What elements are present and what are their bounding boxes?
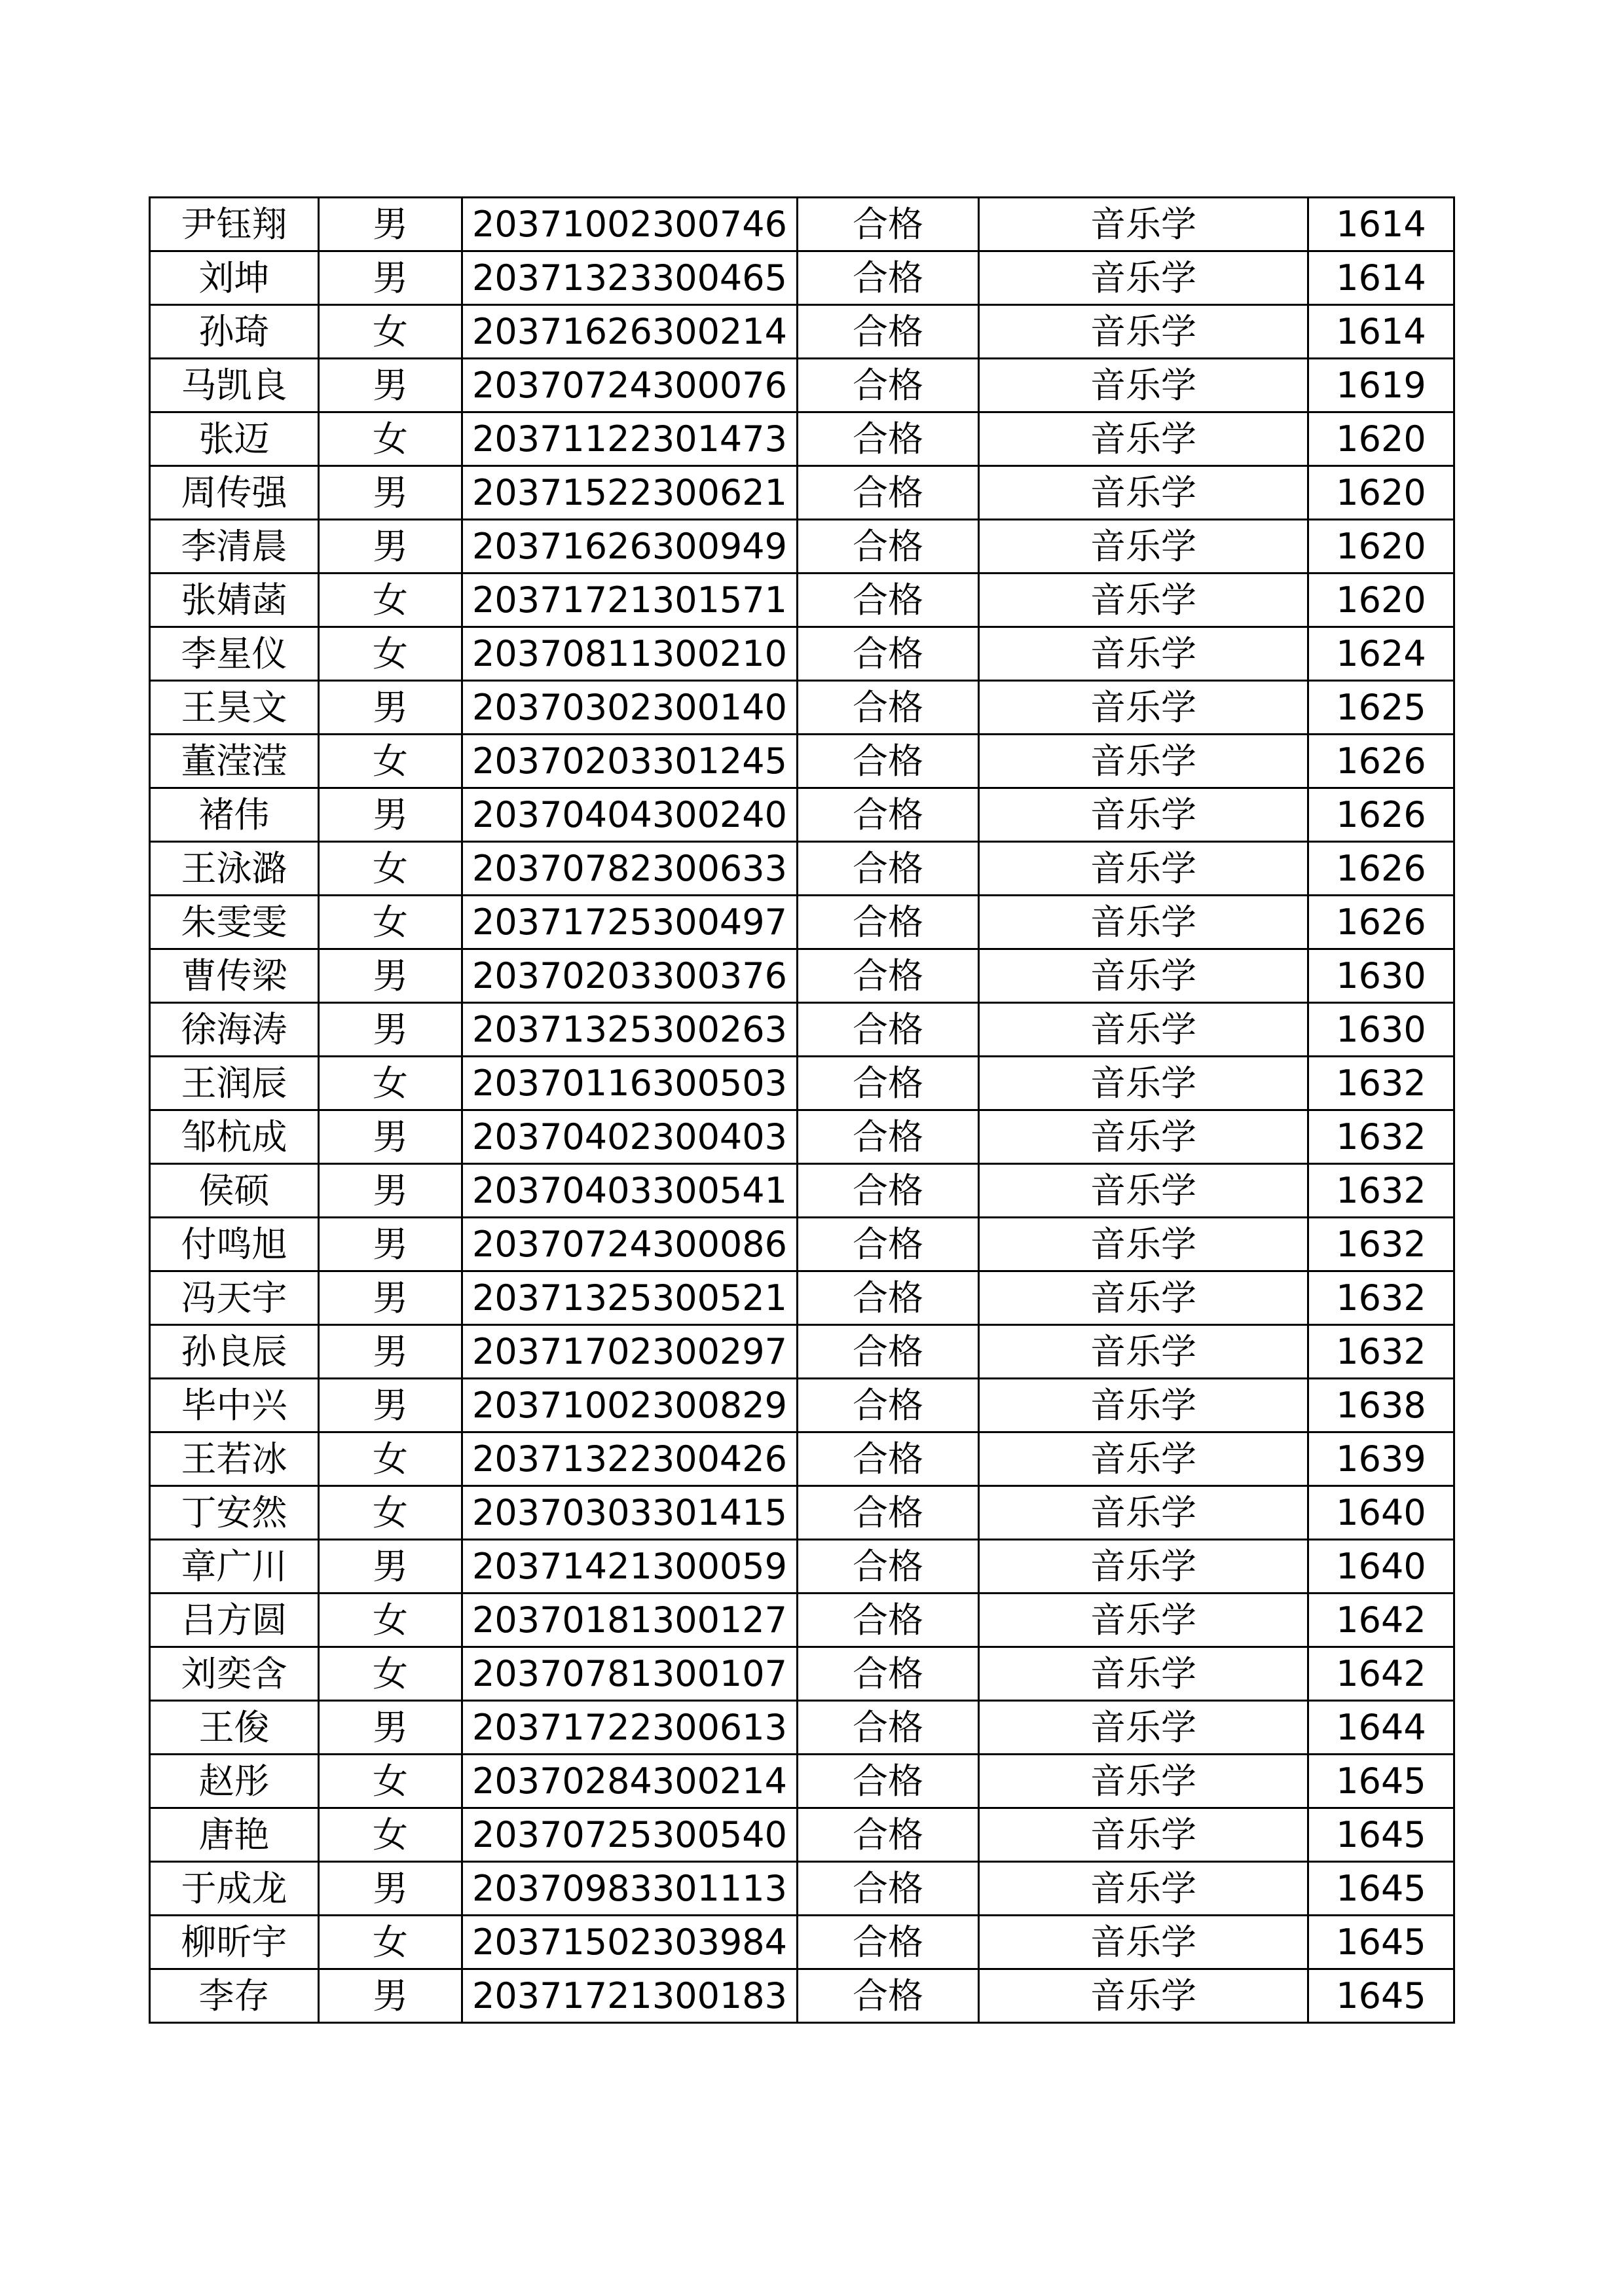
major-cell: 音乐学 [979, 1218, 1308, 1271]
exam-id-cell: 20370403300541 [462, 1164, 798, 1218]
exam-id-cell: 20371323300465 [462, 251, 798, 305]
table-row [150, 1701, 1454, 1755]
table-row [150, 359, 1454, 412]
gender-cell: 女 [319, 1486, 462, 1540]
student-name-cell: 尹钰翔 [150, 198, 319, 251]
student-name-cell: 冯天宇 [150, 1271, 319, 1325]
student-name-cell: 章广川 [150, 1540, 319, 1594]
rank-cell: 1638 [1308, 1379, 1454, 1432]
rank-cell: 1642 [1308, 1594, 1454, 1647]
major-cell: 音乐学 [979, 1594, 1308, 1647]
rank-cell: 1630 [1308, 949, 1454, 1003]
student-name-cell: 朱雯雯 [150, 896, 319, 949]
rank-cell: 1626 [1308, 842, 1454, 896]
major-cell: 音乐学 [979, 681, 1308, 735]
rank-cell: 1620 [1308, 574, 1454, 627]
rank-cell: 1619 [1308, 359, 1454, 412]
rank-cell: 1645 [1308, 1969, 1454, 2023]
exam-id-cell: 20370724300086 [462, 1218, 798, 1271]
result-cell: 合格 [798, 1486, 979, 1540]
major-cell: 音乐学 [979, 359, 1308, 412]
student-name-cell: 徐海涛 [150, 1003, 319, 1057]
rank-cell: 1614 [1308, 305, 1454, 359]
major-cell: 音乐学 [979, 1379, 1308, 1432]
exam-id-cell: 20371325300263 [462, 1003, 798, 1057]
rank-cell: 1632 [1308, 1218, 1454, 1271]
table-row [150, 1594, 1454, 1647]
table-row [150, 305, 1454, 359]
student-name-cell: 孙琦 [150, 305, 319, 359]
major-cell: 音乐学 [979, 198, 1308, 251]
gender-cell: 女 [319, 1057, 462, 1110]
gender-cell: 男 [319, 466, 462, 520]
table-row [150, 1110, 1454, 1164]
table-row [150, 251, 1454, 305]
major-cell: 音乐学 [979, 1325, 1308, 1379]
result-cell: 合格 [798, 1701, 979, 1755]
result-cell: 合格 [798, 1808, 979, 1862]
gender-cell: 女 [319, 305, 462, 359]
table-row [150, 1540, 1454, 1594]
result-cell: 合格 [798, 842, 979, 896]
exam-id-cell: 20370203300376 [462, 949, 798, 1003]
exam-id-cell: 20371721300183 [462, 1969, 798, 2023]
student-name-cell: 周传强 [150, 466, 319, 520]
gender-cell: 男 [319, 681, 462, 735]
result-cell: 合格 [798, 1003, 979, 1057]
rank-cell: 1614 [1308, 251, 1454, 305]
table-row [150, 1271, 1454, 1325]
gender-cell: 女 [319, 1647, 462, 1701]
table-row [150, 949, 1454, 1003]
table-row [150, 574, 1454, 627]
table-row [150, 627, 1454, 681]
student-name-cell: 曹传梁 [150, 949, 319, 1003]
rank-cell: 1640 [1308, 1540, 1454, 1594]
result-cell: 合格 [798, 1110, 979, 1164]
major-cell: 音乐学 [979, 1755, 1308, 1808]
result-cell: 合格 [798, 1969, 979, 2023]
table-row [150, 1862, 1454, 1916]
exam-id-cell: 20370782300633 [462, 842, 798, 896]
rank-cell: 1645 [1308, 1862, 1454, 1916]
exam-id-cell: 20371322300426 [462, 1432, 798, 1486]
student-name-cell: 柳昕宇 [150, 1916, 319, 1969]
major-cell: 音乐学 [979, 574, 1308, 627]
table-row [150, 1916, 1454, 1969]
gender-cell: 男 [319, 1164, 462, 1218]
gender-cell: 男 [319, 1325, 462, 1379]
major-cell: 音乐学 [979, 735, 1308, 788]
student-name-cell: 丁安然 [150, 1486, 319, 1540]
gender-cell: 女 [319, 735, 462, 788]
exam-id-cell: 20371702300297 [462, 1325, 798, 1379]
table-row [150, 735, 1454, 788]
student-name-cell: 孙良辰 [150, 1325, 319, 1379]
rank-cell: 1626 [1308, 896, 1454, 949]
result-cell: 合格 [798, 896, 979, 949]
gender-cell: 女 [319, 627, 462, 681]
major-cell: 音乐学 [979, 1808, 1308, 1862]
rank-cell: 1614 [1308, 198, 1454, 251]
major-cell: 音乐学 [979, 520, 1308, 574]
student-name-cell: 王昊文 [150, 681, 319, 735]
exam-id-cell: 20370811300210 [462, 627, 798, 681]
table-row [150, 1164, 1454, 1218]
result-cell: 合格 [798, 1594, 979, 1647]
student-name-cell: 赵彤 [150, 1755, 319, 1808]
result-cell: 合格 [798, 1432, 979, 1486]
student-name-cell: 王泳潞 [150, 842, 319, 896]
rank-cell: 1644 [1308, 1701, 1454, 1755]
result-cell: 合格 [798, 1379, 979, 1432]
table-body [150, 198, 1454, 2023]
exam-id-cell: 20370303301415 [462, 1486, 798, 1540]
gender-cell: 男 [319, 1110, 462, 1164]
exam-id-cell: 20371721301571 [462, 574, 798, 627]
exam-id-cell: 20370284300214 [462, 1755, 798, 1808]
major-cell: 音乐学 [979, 1271, 1308, 1325]
result-cell: 合格 [798, 520, 979, 574]
exam-id-cell: 20371325300521 [462, 1271, 798, 1325]
rank-cell: 1639 [1308, 1432, 1454, 1486]
table-row [150, 412, 1454, 466]
student-name-cell: 于成龙 [150, 1862, 319, 1916]
exam-id-cell: 20370402300403 [462, 1110, 798, 1164]
gender-cell: 女 [319, 896, 462, 949]
result-cell: 合格 [798, 305, 979, 359]
result-cell: 合格 [798, 198, 979, 251]
result-cell: 合格 [798, 359, 979, 412]
gender-cell: 男 [319, 198, 462, 251]
gender-cell: 男 [319, 1003, 462, 1057]
gender-cell: 男 [319, 1540, 462, 1594]
table-row [150, 1379, 1454, 1432]
result-cell: 合格 [798, 1916, 979, 1969]
major-cell: 音乐学 [979, 627, 1308, 681]
major-cell: 音乐学 [979, 1969, 1308, 2023]
student-name-cell: 刘奕含 [150, 1647, 319, 1701]
result-cell: 合格 [798, 412, 979, 466]
major-cell: 音乐学 [979, 1486, 1308, 1540]
table-row [150, 1486, 1454, 1540]
rank-cell: 1620 [1308, 520, 1454, 574]
table-row [150, 466, 1454, 520]
rank-cell: 1632 [1308, 1271, 1454, 1325]
rank-cell: 1632 [1308, 1164, 1454, 1218]
major-cell: 音乐学 [979, 949, 1308, 1003]
rank-cell: 1624 [1308, 627, 1454, 681]
student-name-cell: 吕方圆 [150, 1594, 319, 1647]
exam-id-cell: 20371421300059 [462, 1540, 798, 1594]
result-cell: 合格 [798, 1862, 979, 1916]
gender-cell: 女 [319, 1808, 462, 1862]
gender-cell: 女 [319, 412, 462, 466]
gender-cell: 男 [319, 251, 462, 305]
exam-id-cell: 20370983301113 [462, 1862, 798, 1916]
results-table [149, 196, 1455, 2024]
major-cell: 音乐学 [979, 1003, 1308, 1057]
table-row [150, 788, 1454, 842]
student-name-cell: 李存 [150, 1969, 319, 2023]
rank-cell: 1632 [1308, 1110, 1454, 1164]
exam-id-cell: 20371626300949 [462, 520, 798, 574]
table-row [150, 842, 1454, 896]
student-name-cell: 马凯良 [150, 359, 319, 412]
table-row [150, 520, 1454, 574]
gender-cell: 女 [319, 1432, 462, 1486]
result-cell: 合格 [798, 251, 979, 305]
student-name-cell: 邹杭成 [150, 1110, 319, 1164]
student-name-cell: 刘坤 [150, 251, 319, 305]
exam-id-cell: 20370781300107 [462, 1647, 798, 1701]
result-cell: 合格 [798, 788, 979, 842]
rank-cell: 1642 [1308, 1647, 1454, 1701]
major-cell: 音乐学 [979, 1862, 1308, 1916]
exam-id-cell: 20371122301473 [462, 412, 798, 466]
major-cell: 音乐学 [979, 1057, 1308, 1110]
major-cell: 音乐学 [979, 1916, 1308, 1969]
table-row [150, 1432, 1454, 1486]
result-cell: 合格 [798, 735, 979, 788]
exam-id-cell: 20371626300214 [462, 305, 798, 359]
student-name-cell: 张迈 [150, 412, 319, 466]
gender-cell: 男 [319, 1271, 462, 1325]
gender-cell: 女 [319, 574, 462, 627]
major-cell: 音乐学 [979, 466, 1308, 520]
table-row [150, 681, 1454, 735]
student-name-cell: 褚伟 [150, 788, 319, 842]
gender-cell: 男 [319, 359, 462, 412]
gender-cell: 男 [319, 1379, 462, 1432]
student-name-cell: 毕中兴 [150, 1379, 319, 1432]
result-cell: 合格 [798, 627, 979, 681]
result-cell: 合格 [798, 1540, 979, 1594]
major-cell: 音乐学 [979, 1110, 1308, 1164]
table-row [150, 198, 1454, 251]
rank-cell: 1620 [1308, 412, 1454, 466]
gender-cell: 男 [319, 1969, 462, 2023]
major-cell: 音乐学 [979, 842, 1308, 896]
table-row [150, 1755, 1454, 1808]
rank-cell: 1626 [1308, 788, 1454, 842]
major-cell: 音乐学 [979, 1164, 1308, 1218]
rank-cell: 1640 [1308, 1486, 1454, 1540]
exam-id-cell: 20371502303984 [462, 1916, 798, 1969]
student-name-cell: 董滢滢 [150, 735, 319, 788]
student-name-cell: 付鸣旭 [150, 1218, 319, 1271]
exam-id-cell: 20370725300540 [462, 1808, 798, 1862]
table-row [150, 1218, 1454, 1271]
major-cell: 音乐学 [979, 788, 1308, 842]
table-row [150, 1647, 1454, 1701]
table-row [150, 1057, 1454, 1110]
table-row [150, 1969, 1454, 2023]
result-cell: 合格 [798, 1057, 979, 1110]
result-cell: 合格 [798, 1325, 979, 1379]
result-cell: 合格 [798, 681, 979, 735]
gender-cell: 男 [319, 1862, 462, 1916]
gender-cell: 女 [319, 1916, 462, 1969]
gender-cell: 女 [319, 1594, 462, 1647]
rank-cell: 1632 [1308, 1325, 1454, 1379]
major-cell: 音乐学 [979, 412, 1308, 466]
result-cell: 合格 [798, 1647, 979, 1701]
exam-id-cell: 20370181300127 [462, 1594, 798, 1647]
exam-id-cell: 20370116300503 [462, 1057, 798, 1110]
result-cell: 合格 [798, 1218, 979, 1271]
exam-id-cell: 20370724300076 [462, 359, 798, 412]
exam-id-cell: 20371002300746 [462, 198, 798, 251]
rank-cell: 1620 [1308, 466, 1454, 520]
major-cell: 音乐学 [979, 1647, 1308, 1701]
result-cell: 合格 [798, 1755, 979, 1808]
student-name-cell: 王若冰 [150, 1432, 319, 1486]
result-cell: 合格 [798, 574, 979, 627]
rank-cell: 1625 [1308, 681, 1454, 735]
result-cell: 合格 [798, 949, 979, 1003]
student-name-cell: 王润辰 [150, 1057, 319, 1110]
major-cell: 音乐学 [979, 1701, 1308, 1755]
rank-cell: 1632 [1308, 1057, 1454, 1110]
gender-cell: 女 [319, 842, 462, 896]
gender-cell: 男 [319, 1701, 462, 1755]
result-cell: 合格 [798, 1271, 979, 1325]
gender-cell: 男 [319, 1218, 462, 1271]
gender-cell: 男 [319, 949, 462, 1003]
exam-id-cell: 20371722300613 [462, 1701, 798, 1755]
student-name-cell: 李清晨 [150, 520, 319, 574]
exam-id-cell: 20370404300240 [462, 788, 798, 842]
major-cell: 音乐学 [979, 1432, 1308, 1486]
major-cell: 音乐学 [979, 896, 1308, 949]
gender-cell: 男 [319, 520, 462, 574]
student-name-cell: 王俊 [150, 1701, 319, 1755]
student-name-cell: 张婧菡 [150, 574, 319, 627]
result-cell: 合格 [798, 1164, 979, 1218]
rank-cell: 1645 [1308, 1755, 1454, 1808]
student-name-cell: 李星仪 [150, 627, 319, 681]
major-cell: 音乐学 [979, 305, 1308, 359]
student-name-cell: 唐艳 [150, 1808, 319, 1862]
major-cell: 音乐学 [979, 251, 1308, 305]
exam-id-cell: 20371725300497 [462, 896, 798, 949]
exam-id-cell: 20371522300621 [462, 466, 798, 520]
table-row [150, 1808, 1454, 1862]
rank-cell: 1630 [1308, 1003, 1454, 1057]
gender-cell: 男 [319, 788, 462, 842]
table-row [150, 1325, 1454, 1379]
exam-id-cell: 20370203301245 [462, 735, 798, 788]
rank-cell: 1626 [1308, 735, 1454, 788]
table-row [150, 896, 1454, 949]
exam-id-cell: 20370302300140 [462, 681, 798, 735]
rank-cell: 1645 [1308, 1808, 1454, 1862]
result-cell: 合格 [798, 466, 979, 520]
table-row [150, 1003, 1454, 1057]
major-cell: 音乐学 [979, 1540, 1308, 1594]
gender-cell: 女 [319, 1755, 462, 1808]
exam-id-cell: 20371002300829 [462, 1379, 798, 1432]
rank-cell: 1645 [1308, 1916, 1454, 1969]
student-name-cell: 侯硕 [150, 1164, 319, 1218]
